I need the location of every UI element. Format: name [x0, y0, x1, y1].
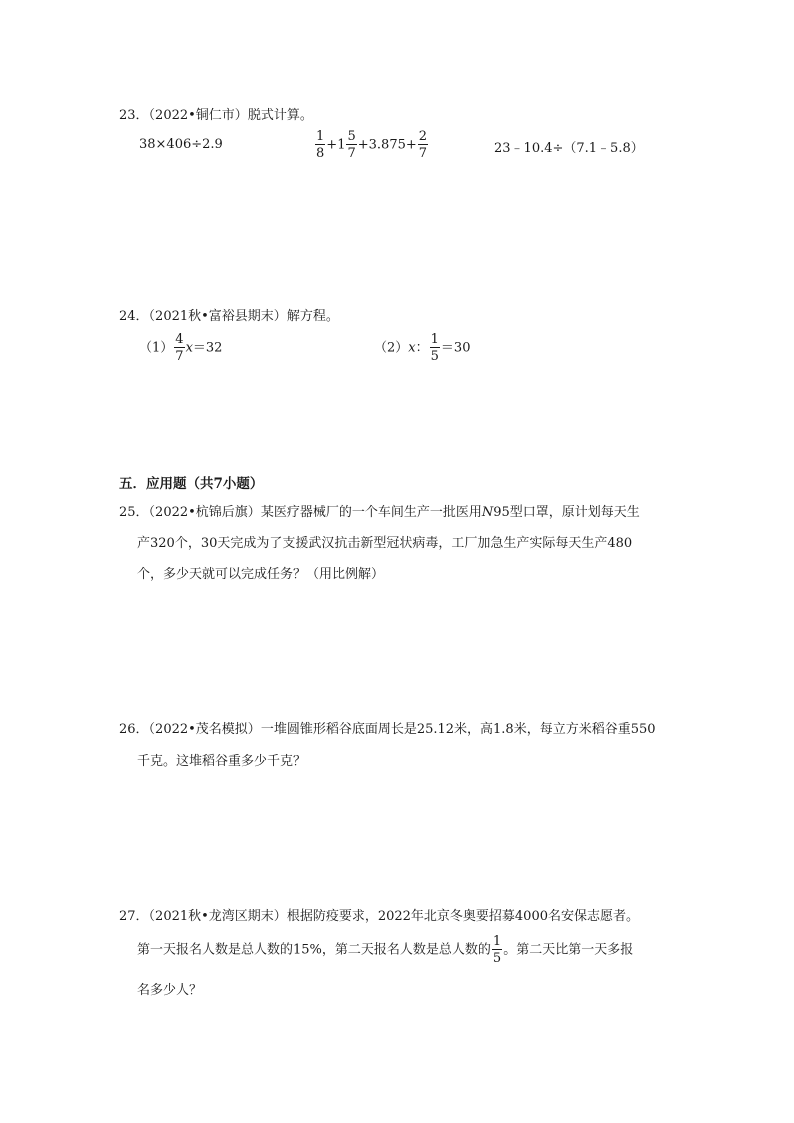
q27-number: 27． — [119, 909, 149, 924]
mixed-whole: 1 — [337, 137, 346, 153]
q24-source: （2021秋•富裕县期末） — [148, 309, 287, 324]
q24-header — [119, 305, 339, 324]
q26-source: （2022•茂名模拟） — [148, 722, 261, 737]
q23-instruction: 脱式计算。 — [247, 108, 313, 123]
q23-expression-2: $\frac{1}{8}$ +1 $\frac{5}{7}$ +3.875+ $\frac{2}{7}$ — [316, 129, 428, 161]
q27-line-3: 名多少人？ — [137, 983, 203, 998]
q25-number: 25． — [119, 505, 149, 520]
q24-number: 24． — [119, 309, 149, 324]
q27-source: （2021秋•龙湾区期末） — [148, 909, 287, 924]
q24-equation-1: （1） $\frac{4}{7}$ x＝32 — [139, 332, 223, 364]
q26-line-2: 千克。这堆稻谷重多少千克？ — [137, 754, 307, 769]
q26-number: 26． — [119, 722, 149, 737]
q24-equation-2: （2）x： $\frac{1}{5}$ ＝30 — [374, 332, 471, 364]
fraction: $\frac{1}{8}$ — [316, 129, 325, 161]
q24-instruction: 解方程。 — [286, 309, 339, 324]
fraction: $\frac{1}{5}$ — [492, 934, 502, 966]
q25-source: （2022•杭锦后旗） — [148, 505, 261, 520]
q23-header — [119, 104, 313, 123]
q27-line-1: 27．（2021秋•龙湾区期末）根据防疫要求，2022年北京冬奥要招募4000名安保志愿者。 — [119, 909, 639, 924]
fraction: $\frac{4}{7}$ — [175, 332, 184, 364]
q25-line-2: 产320个，30天完成为了支援武汉抗击新型冠状病毒，工厂加急生产实际每天生产480 — [137, 536, 633, 551]
q25-line-3: 个，多少天就可以完成任务？（用比例解） — [137, 567, 385, 582]
fraction: $\frac{5}{7}$ — [347, 129, 356, 161]
q26-line-1: 26．（2022•茂名模拟）一堆圆锥形稻谷底面周长是25.12米，高1.8米，每立方米稻谷重550 — [119, 722, 656, 737]
fraction: $\frac{2}{7}$ — [418, 129, 428, 161]
q23-number: 23． — [119, 108, 149, 123]
q23-expression-1: 38×406÷2.9 — [139, 137, 223, 152]
q23-source: （2022•铜仁市） — [148, 108, 248, 123]
q25-line-1: 25．（2022•杭锦后旗）某医疗器械厂的一个车间生产一批医用N95型口罩，原计划每天生 — [119, 505, 640, 520]
q23-expression-3: 23﹣10.4÷（7.1﹣5.8） — [494, 141, 644, 156]
q27-line-2: 第一天报名人数是总人数的15%，第二天报名人数是总人数的 $\frac{1}{5}$ 。第二天比第一天多报 — [137, 934, 634, 966]
fraction: $\frac{1}{5}$ — [430, 332, 439, 364]
section-heading: 五．应用题（共7小题） — [119, 476, 264, 492]
